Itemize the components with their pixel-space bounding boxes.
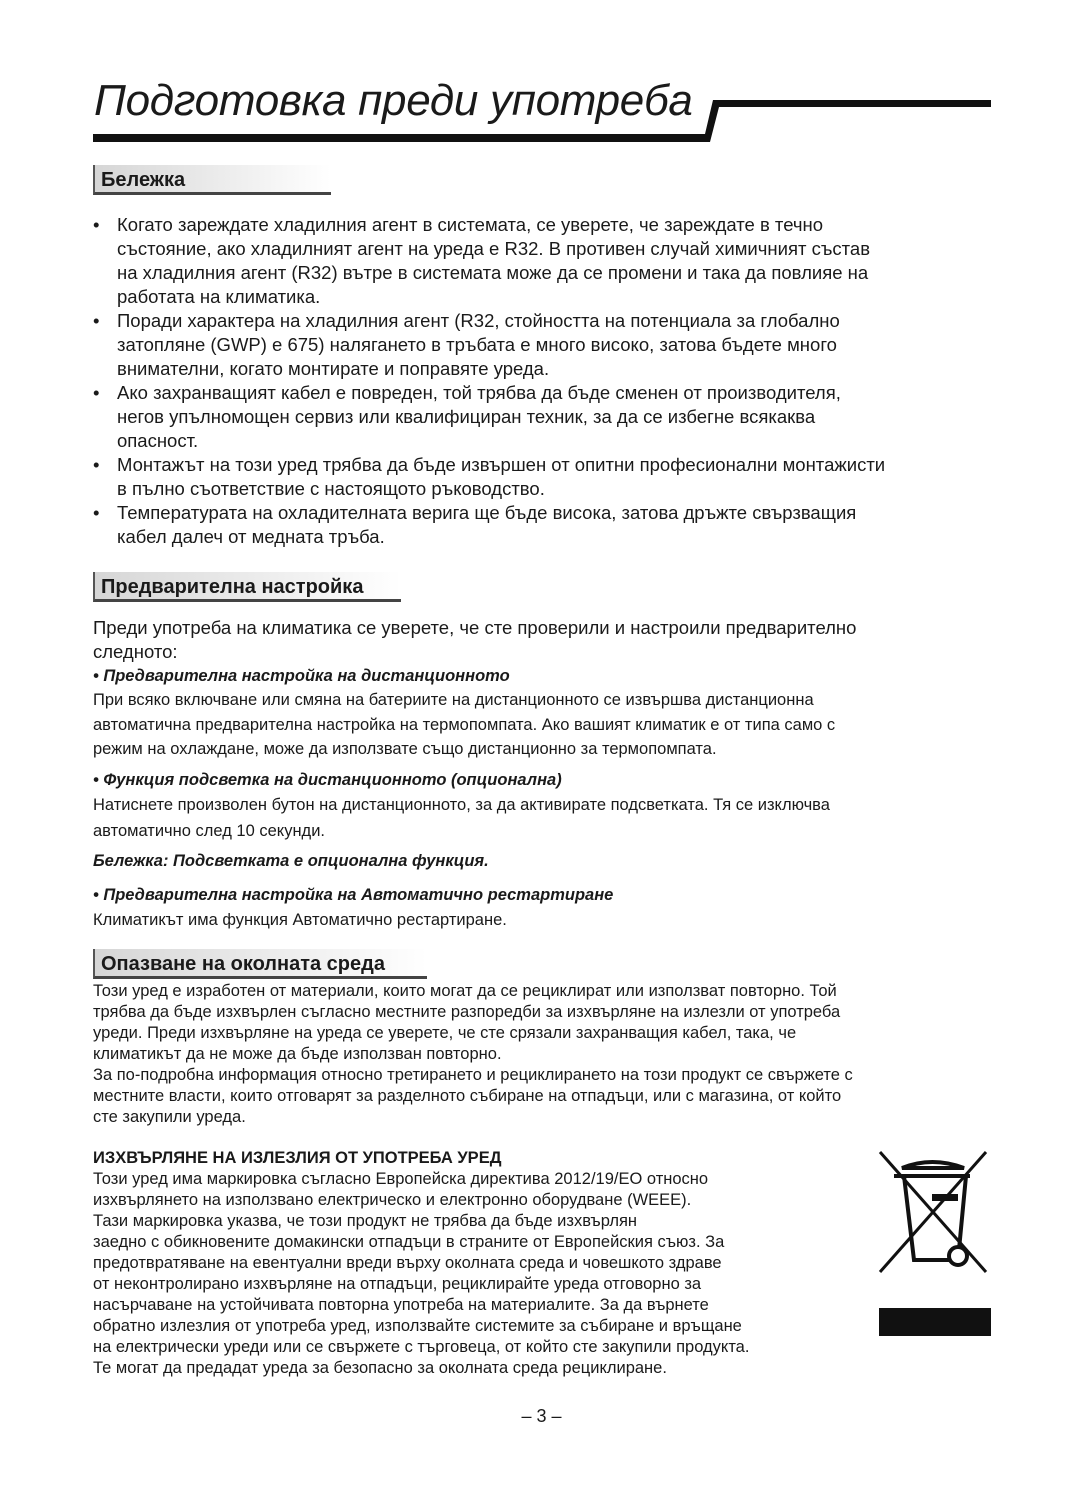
bullet: • [93, 454, 100, 475]
text-line: заедно с обикновените домакински отпадъци в страните от Европейския съюз. За [93, 1233, 725, 1251]
list-item [93, 213, 885, 309]
text-line: местните власти, които отговарят за разделното събиране на отпадъци, или с магазина, от който [93, 1087, 842, 1105]
text-line: трябва да бъде изхвърлен съгласно местните разпоредби за изхвърляне на излезли от употреба [93, 1003, 841, 1021]
bullet: • [93, 310, 100, 331]
text-line: Този уред е изработен от материали, които могат да се рециклират или използват повторно. Той [93, 982, 837, 1000]
text-line: състояние, ако хладилният агент на уреда е R32. В противен случай химичният състав [117, 238, 871, 259]
text-line: Преди употреба на климатика се уверете, че сте проверили и настроили предварително [93, 617, 857, 638]
text-line: следното: [93, 641, 178, 662]
text-line: на електрически уреди или се свържете с търговеца, от който сте закупили продукта. [93, 1338, 750, 1356]
text-line: обратно излезлия от употреба уред, използвайте системите за събиране и връщане [93, 1317, 742, 1335]
title-underline-bar [93, 96, 993, 146]
text-line: затопляне (GWP) е 675) налягането в тръбата е много високо, затова бъдете много [117, 334, 837, 355]
text-line: При всяко включване или смяна на батериите на дистанционното се извършва дистанционна [93, 691, 814, 709]
text-line: уреди. Преди изхвърляне на уреда се уверете, че сте срязали захранващия кабел, така, че [93, 1024, 797, 1042]
text-line: внимателни, когато монтирате и поправяте уреда. [117, 358, 550, 379]
text-line: • Функция подсветка на дистанционното (опционална) [93, 770, 562, 789]
text-line: Поради характера на хладилния агент (R32, стойността на потенциала за глобално [117, 310, 840, 331]
text-line: от неконтролирано изхвърляне на отпадъци, рециклирайте уреда отговорно за [93, 1275, 702, 1293]
text-line: Тази маркировка указва, че този продукт не трябва да бъде изхвърлян [93, 1212, 638, 1230]
list-item [93, 501, 885, 549]
list-item [93, 309, 885, 381]
text-line: • Предварителна настройка на Автоматично рестартиране [93, 885, 614, 904]
text-line: в пълно съответствие с настоящото ръководство. [117, 478, 545, 499]
text-line: Монтажът на този уред трябва да бъде извършен от опитни професионални монтажисти [117, 454, 886, 475]
text-line: насърчаване на устойчивата повторна употреба на материалите. За да върнете [93, 1296, 709, 1314]
text-line: Климатикът има функция Автоматично рестартиране. [93, 910, 507, 929]
text-line: сте закупили уреда. [93, 1108, 246, 1126]
presetting-content [93, 616, 993, 932]
list-item [93, 453, 885, 501]
text-line: климатикът да не може да бъде използван повторно. [93, 1045, 502, 1063]
text-line: Бележка: Подсветката е опционална функция. [93, 851, 489, 870]
text-line: • Предварителна настройка на дистанционното [93, 667, 510, 685]
section-heading-note: Бележка [93, 165, 331, 195]
text-line: Този уред има маркировка съгласно Европейска директива 2012/19/ЕО относно [93, 1170, 709, 1188]
section-heading-environment: Опазване на околната среда [93, 949, 427, 979]
text-line: предотвратяване на евентуални вреди върху околната среда и човешкото здраве [93, 1254, 722, 1272]
text-line: режим на охлаждане, може да използвате също дистанционно за термопомпата. [93, 740, 717, 758]
text-line: Те могат да предадат уреда за безопасно за околната среда рециклиране. [93, 1359, 667, 1377]
text-line: Натиснете произволен бутон на дистанционното, за да активирате подсветката. Тя се изключва [93, 795, 830, 814]
text-line: Когато зареждате хладилния агент в системата, се уверете, че зареждате в течно [117, 214, 824, 235]
text-line: автоматично след 10 секунди. [93, 821, 325, 840]
text-line: Ако захранващият кабел е повреден, той трябва да бъде сменен от производителя, [117, 382, 841, 403]
bullet: • [93, 502, 100, 523]
text-line: опасност. [117, 430, 199, 451]
crossed-out-wheelie-bin-icon [874, 1148, 994, 1338]
note-bullet-list [93, 213, 885, 549]
bullet: • [93, 214, 100, 235]
section-heading-presetting: Предварителна настройка [93, 572, 401, 602]
bullet: • [93, 382, 100, 403]
text-line: автоматична предварителна настройка на термопомпата. Ако вашият климатик е от типа само с [93, 715, 836, 734]
text-line: на хладилния агент (R32) вътре в системата може да се промени и така да повлияе на [117, 262, 869, 283]
list-item [93, 381, 885, 453]
text-line: кабел далеч от медната тръба. [117, 526, 385, 547]
text-line: Температурата на охладителната верига ще бъде висока, затова дръжте свързващия [117, 502, 857, 523]
text-line: работата на климатика. [117, 286, 321, 307]
text-line: негов упълномощен сервиз или квалифициран техник, за да се избегне всякаква [117, 406, 816, 427]
text-line: изхвърлянето на използвано електрическо и електронно оборудване (WEEE). [93, 1191, 692, 1209]
page-title: Подготовка преди употреба [94, 76, 693, 125]
text-line: ИЗХВЪРЛЯНЕ НА ИЗЛЕЗЛИЯ ОТ УПОТРЕБА УРЕД [93, 1149, 502, 1167]
page-number: – 3 – [521, 1406, 562, 1426]
environment-content [93, 981, 853, 1379]
text-line: За по-подробна информация относно третирането и рециклирането на този продукт се свържете с [93, 1066, 853, 1084]
